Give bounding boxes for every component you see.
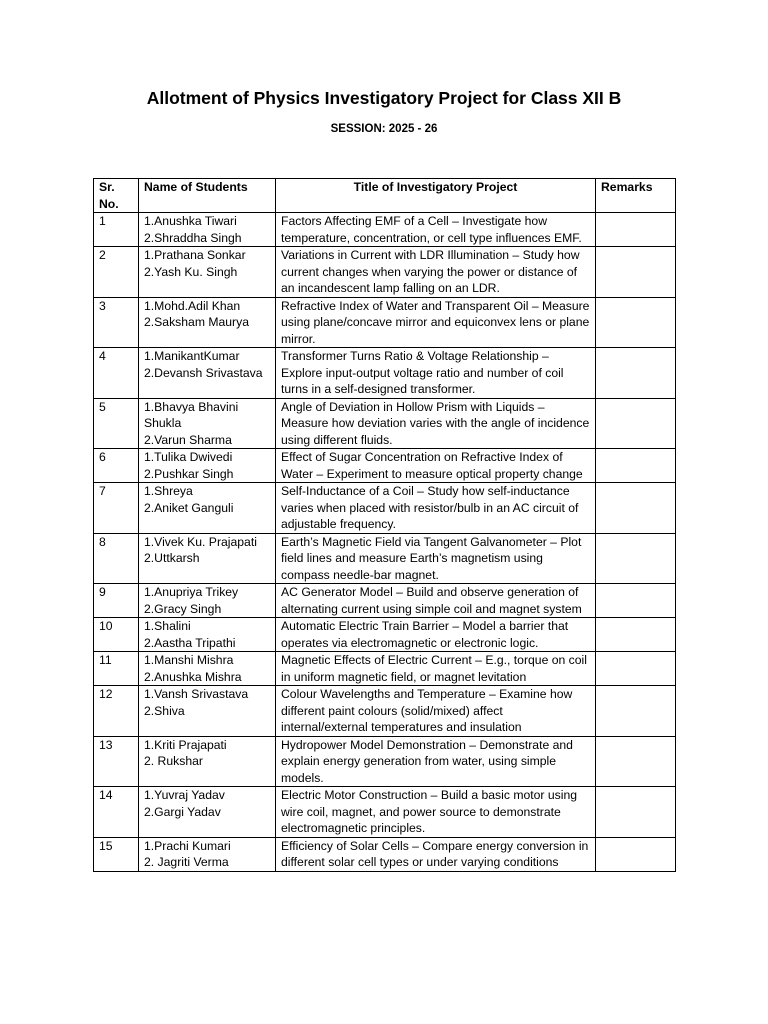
sr-no-cell: 8 xyxy=(94,533,139,584)
student-names-cell xyxy=(139,736,276,787)
table-row xyxy=(94,247,676,298)
student-names-cell xyxy=(139,398,276,449)
table-header-row xyxy=(94,179,676,213)
student-name: 1.Shreya xyxy=(144,484,193,498)
table-row xyxy=(94,736,676,787)
student-name: 2. Rukshar xyxy=(144,754,203,768)
table-row xyxy=(94,297,676,348)
table-row xyxy=(94,213,676,247)
remarks-cell xyxy=(596,533,676,584)
sr-no-cell: 9 xyxy=(94,584,139,618)
remarks-cell xyxy=(596,618,676,652)
remarks-cell xyxy=(596,837,676,871)
remarks-cell xyxy=(596,652,676,686)
student-name: 2.Aastha Tripathi xyxy=(144,635,236,650)
student-names-cell xyxy=(139,297,276,348)
student-name: 2.Anushka Mishra xyxy=(144,669,242,684)
student-name: 2.Devansh Srivastava xyxy=(144,365,263,380)
project-title-cell: Electric Motor Construction – Build a basic motor using wire coil, magnet, and power source to demonstrate electromagnetic principles. xyxy=(276,787,596,838)
document-title: Allotment of Physics Investigatory Project for Class XII B xyxy=(146,88,622,108)
sr-no-cell: 12 xyxy=(94,686,139,737)
project-title-cell: Transformer Turns Ratio & Voltage Relationship – Explore input-output voltage ratio and number of coil turns in a self-designed transformer. xyxy=(276,348,596,399)
student-names-cell xyxy=(139,483,276,534)
student-names-cell xyxy=(139,348,276,399)
student-name: 2.Aniket Ganguli xyxy=(144,500,234,515)
remarks-cell xyxy=(596,483,676,534)
student-name: 1.Bhavya Bhavini Shukla xyxy=(144,399,239,430)
sr-no-cell: 13 xyxy=(94,736,139,787)
student-name: 2.Saksham Maurya xyxy=(144,315,249,329)
student-names-cell xyxy=(139,686,276,737)
student-names-cell xyxy=(139,618,276,652)
table-body xyxy=(94,213,676,872)
table-row xyxy=(94,348,676,399)
table-row xyxy=(94,533,676,584)
table-row xyxy=(94,584,676,618)
remarks-cell xyxy=(596,348,676,399)
table-row xyxy=(94,449,676,483)
header-student-names: Name of Students xyxy=(139,179,276,213)
remarks-cell xyxy=(596,584,676,618)
student-name: 1.Mohd.Adil Khan xyxy=(144,298,241,313)
table-row xyxy=(94,837,676,871)
student-name: 1.ManikantKumar xyxy=(144,349,240,363)
remarks-cell xyxy=(596,297,676,348)
project-title-cell: Effect of Sugar Concentration on Refractive Index of Water – Experiment to measure optical property change xyxy=(276,449,596,483)
table-row xyxy=(94,787,676,838)
project-title-cell: Variations in Current with LDR Illumination – Study how current changes when varying the power or distance of an incandescent lamp falling on an LDR. xyxy=(276,247,596,298)
project-title-cell: Automatic Electric Train Barrier – Model a barrier that operates via electromagnetic or electronic logic. xyxy=(276,618,596,652)
student-name: 2.Gracy Singh xyxy=(144,601,222,616)
project-title-cell: Refractive Index of Water and Transparent Oil – Measure using plane/concave mirror and equiconvex lens or plane mirror. xyxy=(276,297,596,348)
student-name: 2.Shraddha Singh xyxy=(144,230,242,245)
sr-no-cell: 1 xyxy=(94,213,139,247)
remarks-cell xyxy=(596,398,676,449)
student-names-cell xyxy=(139,652,276,686)
student-names-cell xyxy=(139,247,276,298)
header-sr-no: Sr. No. xyxy=(94,179,139,213)
student-names-cell xyxy=(139,837,276,871)
student-name: 1.Anushka Tiwari xyxy=(144,214,237,228)
student-name: 2.Gargi Yadav xyxy=(144,804,221,819)
sr-no-cell: 10 xyxy=(94,618,139,652)
project-title-cell: Magnetic Effects of Electric Current – E.g., torque on coil in uniform magnetic field, or magnet levitation xyxy=(276,652,596,686)
remarks-cell xyxy=(596,213,676,247)
project-title-cell: Earth’s Magnetic Field via Tangent Galvanometer – Plot field lines and measure Earth’s magnetism using compass needle-bar magnet. xyxy=(276,533,596,584)
student-name: 1.Prathana Sonkar xyxy=(144,248,246,262)
student-name: 2.Yash Ku. Singh xyxy=(144,264,238,279)
sr-no-cell: 11 xyxy=(94,652,139,686)
student-name: 2.Varun Sharma xyxy=(144,432,232,447)
student-name: 1.Shalini xyxy=(144,619,191,633)
table-row xyxy=(94,618,676,652)
table-row xyxy=(94,686,676,737)
table-row xyxy=(94,398,676,449)
student-names-cell xyxy=(139,449,276,483)
student-name: 2.Shiva xyxy=(144,703,185,718)
project-title-cell: Self-Inductance of a Coil – Study how self-inductance varies when placed with resistor/bulb in an AC circuit of adjustable frequency. xyxy=(276,483,596,534)
student-name: 2.Uttkarsh xyxy=(144,551,200,565)
student-name: 2. Jagriti Verma xyxy=(144,855,229,869)
sr-no-cell: 14 xyxy=(94,787,139,838)
table-row xyxy=(94,652,676,686)
sr-no-cell: 2 xyxy=(94,247,139,298)
project-title-cell: Colour Wavelengths and Temperature – Examine how different paint colours (solid/mixed) affect internal/external temperatures and insulation xyxy=(276,686,596,737)
remarks-cell xyxy=(596,686,676,737)
table-row xyxy=(94,483,676,534)
project-title-cell: Angle of Deviation in Hollow Prism with Liquids – Measure how deviation varies with the angle of incidence using different fluids. xyxy=(276,398,596,449)
student-names-cell xyxy=(139,584,276,618)
student-names-cell xyxy=(139,787,276,838)
project-title-cell: Hydropower Model Demonstration – Demonstrate and explain energy generation from water, using simple models. xyxy=(276,736,596,787)
sr-no-cell: 5 xyxy=(94,398,139,449)
student-name: 1.Manshi Mishra xyxy=(144,653,234,667)
student-names-cell xyxy=(139,533,276,584)
student-name: 1.Vansh Srivastava xyxy=(144,687,249,701)
remarks-cell xyxy=(596,449,676,483)
sr-no-cell: 6 xyxy=(94,449,139,483)
sr-no-cell: 4 xyxy=(94,348,139,399)
sr-no-cell: 7 xyxy=(94,483,139,534)
remarks-cell xyxy=(596,247,676,298)
student-name: 1.Kriti Prajapati xyxy=(144,737,227,752)
student-name: 1.Prachi Kumari xyxy=(144,838,231,853)
sr-no-cell: 3 xyxy=(94,297,139,348)
remarks-cell xyxy=(596,787,676,838)
remarks-cell xyxy=(596,736,676,787)
header-remarks: Remarks xyxy=(596,179,676,213)
student-name: 2.Pushkar Singh xyxy=(144,466,234,481)
allotment-table xyxy=(93,178,676,872)
project-title-cell: Factors Affecting EMF of a Cell – Investigate how temperature, concentration, or cell type influences EMF. xyxy=(276,213,596,247)
project-title-cell: Efficiency of Solar Cells – Compare energy conversion in different solar cell types or under varying conditions xyxy=(276,837,596,871)
header-project-title: Title of Investigatory Project xyxy=(276,179,596,213)
project-title-cell: AC Generator Model – Build and observe generation of alternating current using simple coil and magnet system xyxy=(276,584,596,618)
student-name: 1.Yuvraj Yadav xyxy=(144,788,225,802)
sr-no-cell: 15 xyxy=(94,837,139,871)
student-names-cell xyxy=(139,213,276,247)
session-label: SESSION: 2025 - 26 xyxy=(330,123,438,135)
student-name: 1.Vivek Ku. Prajapati xyxy=(144,534,257,549)
student-name: 1.Tulika Dwivedi xyxy=(144,450,233,464)
student-name: 1.Anupriya Trikey xyxy=(144,585,239,599)
